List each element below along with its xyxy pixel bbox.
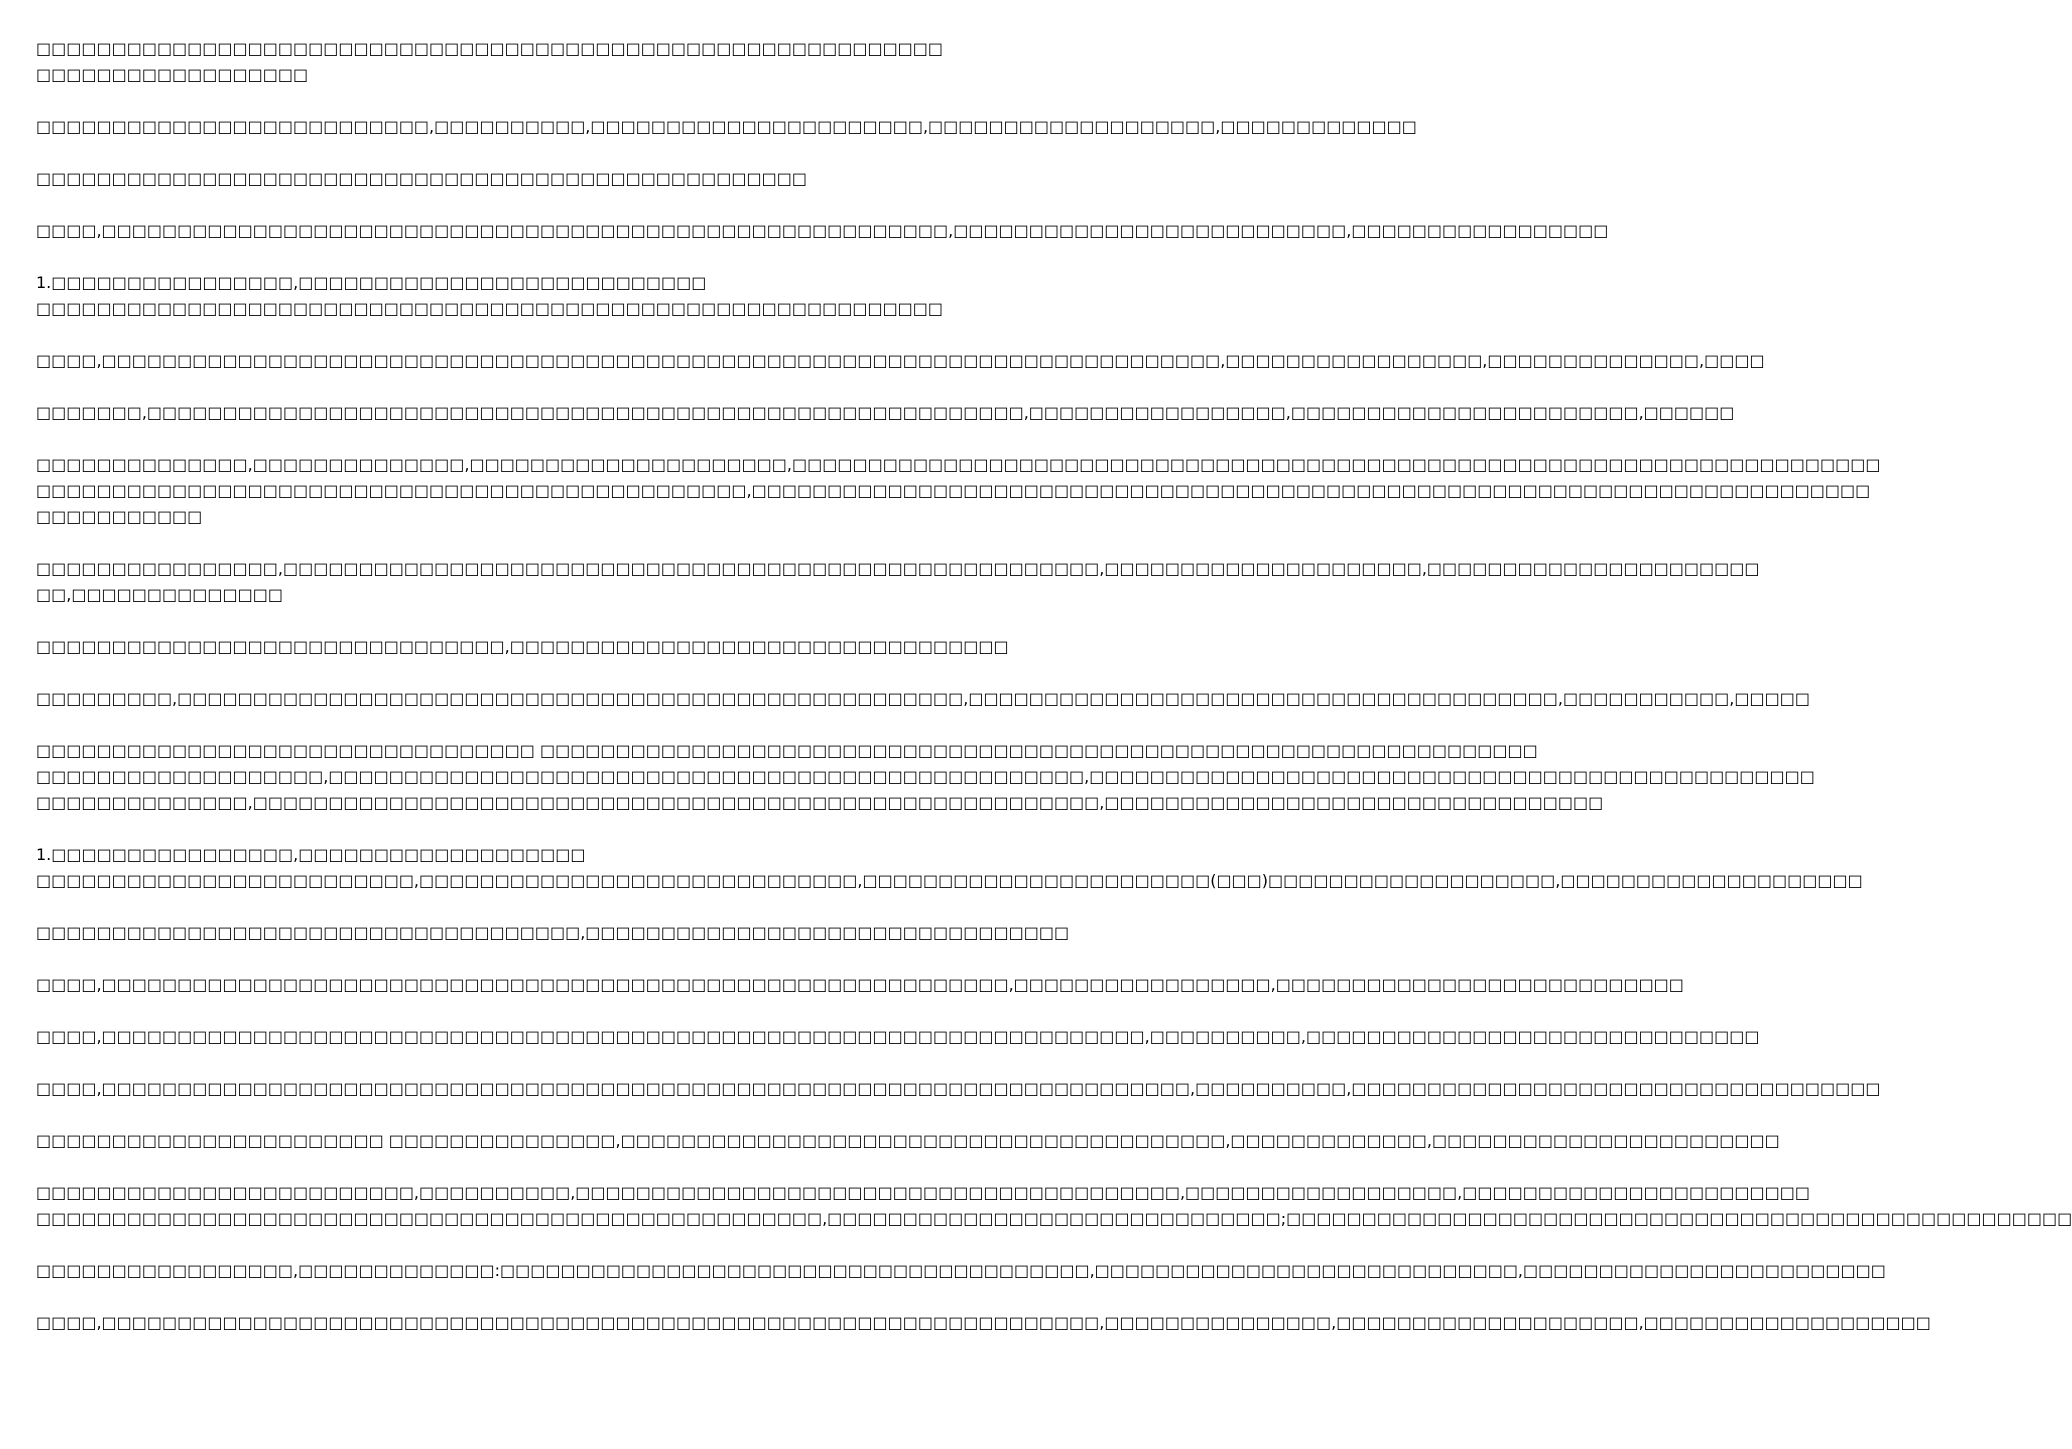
paragraph-8: □□□□□□□□□□□□□□,□□□□□□□□□□□□□□,□□□□□□□□□□□□□□□□□□□□□,□□□□□□□□□□□□□□□□□□□□□□□□□□□□□□□□□□□□□□□□□□□□□□□□□□□□□□□□□□□□□□□□□□□□□□□□ □□□□□□□□□□□□□□□□□□□□□□□□□□□□□□□□□□□□□□□□□□□□□□□,□□□□□□□□□□□□□□□□□□□□□□□□□□□□□□□□□□□□□□□□□□□□□□□□□□□□□□□□□□□□□□□□□□□□□□□□□□ □□□□□□□□□□□ [36, 455, 1881, 526]
paragraph-19: □□□□□□□□□□□□□□□□□□□□□□□□□,□□□□□□□□□□,□□□□□□□□□□□□□□□□□□□□□□□□□□□□□□□□□□□□□□□□,□□□□□□□□□□□□□□□□□□,□□□□□□□□□□□□□□□□□□□□□□□ □□□□□□□□□□□□□□□□□□□□□□□□□□□□□□□□□□□□□□□□□□□□□□□□□□□□,□□□□□□□□□□□□□□□□□□□□□□□□□□□□□□;□□□□□□□□□□□□□□□□□□□□□□□□□□□□□□□□□□□□□□□□□□□□□□□□□□□□ [36, 1183, 2072, 1228]
paragraph-13-numbered: 1.□□□□□□□□□□□□□□□□,□□□□□□□□□□□□□□□□□□□ □□□□□□□□□□□□□□□□□□□□□□□□□,□□□□□□□□□□□□□□□□□□□□□□□□□□□□□,□□□□□□□□□□□□□□□□□□□□□□□(□□□)□□□□□□□□□□□□□□□□□□□,□□□□□□□□□□□□□□□□□□□□ [36, 845, 1863, 890]
paragraph-17: □□□□,□□□□□□□□□□□□□□□□□□□□□□□□□□□□□□□□□□□□□□□□□□□□□□□□□□□□□□□□□□□□□□□□□□□□□□□□,□□□□□□□□□□,□□□□□□□□□□□□□□□□□□□□□□□□□□□□□□□□□□□ [36, 1079, 1881, 1098]
paragraph-15: □□□□,□□□□□□□□□□□□□□□□□□□□□□□□□□□□□□□□□□□□□□□□□□□□□□□□□□□□□□□□□□□□,□□□□□□□□□□□□□□□□□,□□□□□□□□□□□□□□□□□□□□□□□□□□□ [36, 975, 1684, 994]
paragraph-7: □□□□□□□,□□□□□□□□□□□□□□□□□□□□□□□□□□□□□□□□□□□□□□□□□□□□□□□□□□□□□□□□□□,□□□□□□□□□□□□□□□□□,□□□□□□□□□□□□□□□□□□□□□□□,□□□□□□ [36, 403, 1735, 422]
paragraph-5-numbered: 1.□□□□□□□□□□□□□□□□,□□□□□□□□□□□□□□□□□□□□□□□□□□□ □□□□□□□□□□□□□□□□□□□□□□□□□□□□□□□□□□□□□□□□□□□□□□□□□□□□□□□□□□□□ [36, 273, 944, 318]
paragraph-4: □□□□,□□□□□□□□□□□□□□□□□□□□□□□□□□□□□□□□□□□□□□□□□□□□□□□□□□□□□□□□,□□□□□□□□□□□□□□□□□□□□□□□□□□,□□□□□□□□□□□□□□□□□ [36, 221, 1609, 240]
paragraph-14: □□□□□□□□□□□□□□□□□□□□□□□□□□□□□□□□□□□□,□□□□□□□□□□□□□□□□□□□□□□□□□□□□□□□□ [36, 923, 1070, 942]
paragraph-10: □□□□□□□□□□□□□□□□□□□□□□□□□□□□□□□,□□□□□□□□□□□□□□□□□□□□□□□□□□□□□□□□□ [36, 637, 1009, 656]
paragraph-11: □□□□□□□□□,□□□□□□□□□□□□□□□□□□□□□□□□□□□□□□□□□□□□□□□□□□□□□□□□□□□□,□□□□□□□□□□□□□□□□□□□□□□□□□□□□□□□□□□□□□□□,□□□□□□□□□□□,□□□□□ [36, 689, 1810, 708]
paragraph-21: □□□□,□□□□□□□□□□□□□□□□□□□□□□□□□□□□□□□□□□□□□□□□□□□□□□□□□□□□□□□□□□□□□□□□□□,□□□□□□□□□□□□□□□,□□□□□□□□□□□□□□□□□□□□,□□□□□□□□□□□□□□□□□□□ [36, 1313, 1931, 1332]
paragraph-3: □□□□□□□□□□□□□□□□□□□□□□□□□□□□□□□□□□□□□□□□□□□□□□□□□□□ [36, 169, 807, 188]
paragraph-18: □□□□□□□□□□□□□□□□□□□□□□□ □□□□□□□□□□□□□□□,□□□□□□□□□□□□□□□□□□□□□□□□□□□□□□□□□□□□□□□□,□□□□□□□□□□□□□,□□□□□□□□□□□□□□□□□□□□□□□ [36, 1131, 1780, 1150]
paragraph-2: □□□□□□□□□□□□□□□□□□□□□□□□□□,□□□□□□□□□□,□□□□□□□□□□□□□□□□□□□□□□,□□□□□□□□□□□□□□□□□□□,□□□□□□□□□□□□□ [36, 117, 1417, 136]
paragraph-6: □□□□,□□□□□□□□□□□□□□□□□□□□□□□□□□□□□□□□□□□□□□□□□□□□□□□□□□□□□□□□□□□□□□□□□□□□□□□□□□,□□□□□□□□□□□□□□□□□,□□□□□□□□□□□□□□,□□□□ [36, 351, 1765, 370]
paragraph-16: □□□□,□□□□□□□□□□□□□□□□□□□□□□□□□□□□□□□□□□□□□□□□□□□□□□□□□□□□□□□□□□□□□□□□□□□□□,□□□□□□□□□□,□□□□□□□□□□□□□□□□□□□□□□□□□□□□□□ [36, 1027, 1760, 1046]
paragraph-9: □□□□□□□□□□□□□□□□,□□□□□□□□□□□□□□□□□□□□□□□□□□□□□□□□□□□□□□□□□□□□□□□□□□□□□□,□□□□□□□□□□□□□□□□□□□□□,□□□□□□□□□□□□□□□□□□□□□□ □□,□□□□□□□□□□□□□□ [36, 559, 1760, 604]
paragraph-20: □□□□□□□□□□□□□□□□□,□□□□□□□□□□□□□:□□□□□□□□□□□□□□□□□□□□□□□□□□□□□□□□□□□□□□□,□□□□□□□□□□□□□□□□□□□□□□□□□□□□,□□□□□□□□□□□□□□□□□□□□□□□□ [36, 1261, 1886, 1280]
paragraph-1: □□□□□□□□□□□□□□□□□□□□□□□□□□□□□□□□□□□□□□□□□□□□□□□□□□□□□□□□□□□□ □□□□□□□□□□□□□□□□□□ [36, 39, 944, 84]
paragraph-12: □□□□□□□□□□□□□□□□□□□□□□□□□□□□□□□□□ □□□□□□□□□□□□□□□□□□□□□□□□□□□□□□□□□□□□□□□□□□□□□□□□□□□□□□□□□□□□□□□□□□ □□□□□□□□□□□□□□□□□□□,□□□□□□□□□□□□□□□□□□□□□□□□□□□□□□□□□□□□□□□□□□□□□□□□□□,□□□□□□□□□□□□□□□□□□□□□□□□□□□□□□□□□□□□□□□□□□□□□□□□ □□□□□□□□□□□□□□,□□□□□□□□□□□□□□□□□□□□□□□□□□□□□□□□□□□□□□□□□□□□□□□□□□□□□□□□,□□□□□□□□□□□□□□□□□□□□□□□□□□□□□□□□□ [36, 741, 1815, 812]
document-body [36, 36, 2072, 1362]
